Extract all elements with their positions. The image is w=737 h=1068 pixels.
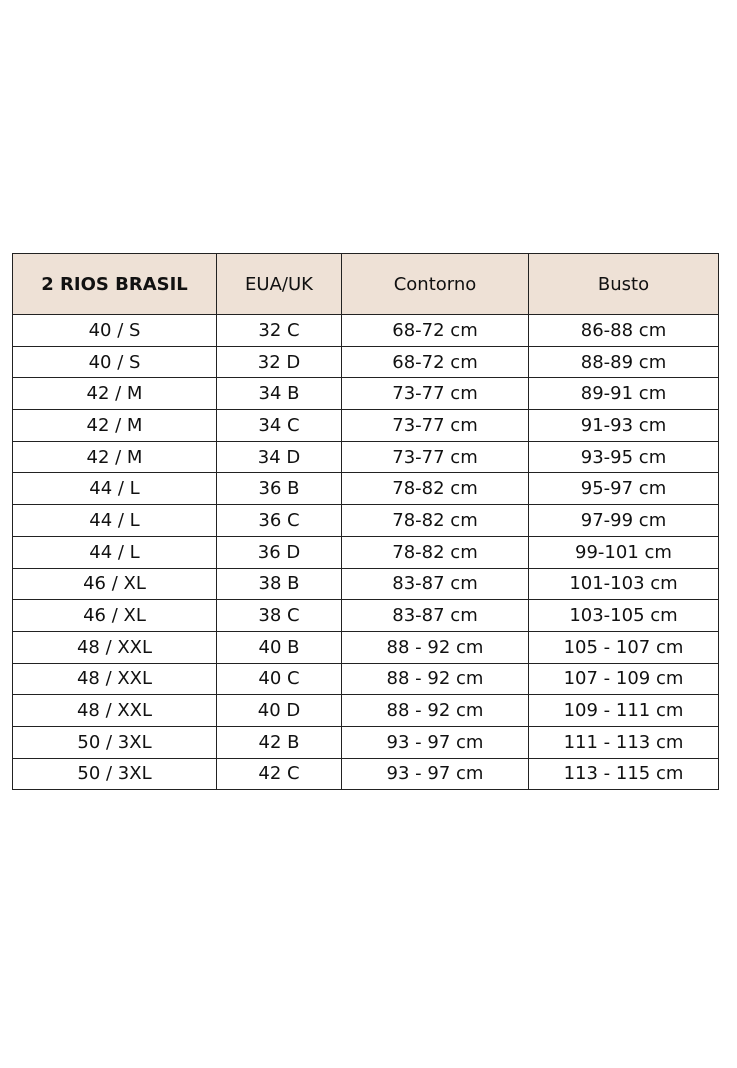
cell-us-uk-size: 40 D [217, 695, 342, 727]
table-row [13, 695, 719, 727]
cell-us-uk-size: 38 C [217, 600, 342, 632]
cell-brazil-size: 50 / 3XL [13, 726, 217, 758]
cell-us-uk-size: 42 B [217, 726, 342, 758]
table-row [13, 726, 719, 758]
cell-contorno: 68-72 cm [342, 315, 529, 347]
table-row [13, 631, 719, 663]
table-row [13, 536, 719, 568]
table-row [13, 315, 719, 347]
cell-contorno: 73-77 cm [342, 378, 529, 410]
cell-brazil-size: 48 / XXL [13, 695, 217, 727]
cell-busto: 101-103 cm [529, 568, 719, 600]
cell-us-uk-size: 34 B [217, 378, 342, 410]
cell-contorno: 88 - 92 cm [342, 631, 529, 663]
cell-us-uk-size: 42 C [217, 758, 342, 790]
cell-us-uk-size: 40 B [217, 631, 342, 663]
cell-brazil-size: 42 / M [13, 441, 217, 473]
table-row [13, 758, 719, 790]
cell-busto: 95-97 cm [529, 473, 719, 505]
cell-busto: 86-88 cm [529, 315, 719, 347]
cell-contorno: 73-77 cm [342, 410, 529, 442]
cell-brazil-size: 44 / L [13, 536, 217, 568]
table-row [13, 505, 719, 537]
cell-busto: 89-91 cm [529, 378, 719, 410]
cell-brazil-size: 48 / XXL [13, 631, 217, 663]
table-row [13, 568, 719, 600]
cell-brazil-size: 48 / XXL [13, 663, 217, 695]
table-row [13, 473, 719, 505]
cell-brazil-size: 46 / XL [13, 600, 217, 632]
cell-us-uk-size: 34 C [217, 410, 342, 442]
size-chart-table [12, 253, 719, 790]
cell-brazil-size: 44 / L [13, 473, 217, 505]
cell-brazil-size: 44 / L [13, 505, 217, 537]
cell-us-uk-size: 32 D [217, 346, 342, 378]
table-row [13, 378, 719, 410]
cell-contorno: 83-87 cm [342, 568, 529, 600]
cell-busto: 109 - 111 cm [529, 695, 719, 727]
table-row [13, 600, 719, 632]
header-us-uk-size: EUA/UK [217, 254, 342, 315]
cell-busto: 103-105 cm [529, 600, 719, 632]
cell-us-uk-size: 38 B [217, 568, 342, 600]
cell-us-uk-size: 34 D [217, 441, 342, 473]
cell-busto: 107 - 109 cm [529, 663, 719, 695]
cell-busto: 99-101 cm [529, 536, 719, 568]
table-row [13, 410, 719, 442]
cell-busto: 111 - 113 cm [529, 726, 719, 758]
size-chart-body [13, 315, 719, 790]
cell-brazil-size: 46 / XL [13, 568, 217, 600]
cell-us-uk-size: 36 B [217, 473, 342, 505]
header-brazil-size: 2 RIOS BRASIL [13, 254, 217, 315]
cell-brazil-size: 42 / M [13, 410, 217, 442]
cell-contorno: 73-77 cm [342, 441, 529, 473]
cell-brazil-size: 50 / 3XL [13, 758, 217, 790]
cell-busto: 97-99 cm [529, 505, 719, 537]
header-row [13, 254, 719, 315]
cell-brazil-size: 40 / S [13, 315, 217, 347]
cell-contorno: 93 - 97 cm [342, 726, 529, 758]
cell-brazil-size: 42 / M [13, 378, 217, 410]
table-row [13, 441, 719, 473]
table-row [13, 663, 719, 695]
cell-busto: 91-93 cm [529, 410, 719, 442]
cell-contorno: 78-82 cm [342, 473, 529, 505]
cell-busto: 113 - 115 cm [529, 758, 719, 790]
cell-busto: 105 - 107 cm [529, 631, 719, 663]
size-chart-header [13, 254, 719, 315]
cell-us-uk-size: 32 C [217, 315, 342, 347]
cell-us-uk-size: 36 D [217, 536, 342, 568]
cell-contorno: 78-82 cm [342, 536, 529, 568]
cell-contorno: 83-87 cm [342, 600, 529, 632]
cell-busto: 93-95 cm [529, 441, 719, 473]
cell-busto: 88-89 cm [529, 346, 719, 378]
cell-contorno: 93 - 97 cm [342, 758, 529, 790]
cell-contorno: 88 - 92 cm [342, 695, 529, 727]
cell-contorno: 88 - 92 cm [342, 663, 529, 695]
header-busto: Busto [529, 254, 719, 315]
table-row [13, 346, 719, 378]
cell-brazil-size: 40 / S [13, 346, 217, 378]
cell-contorno: 78-82 cm [342, 505, 529, 537]
cell-contorno: 68-72 cm [342, 346, 529, 378]
cell-us-uk-size: 40 C [217, 663, 342, 695]
cell-us-uk-size: 36 C [217, 505, 342, 537]
header-contorno: Contorno [342, 254, 529, 315]
